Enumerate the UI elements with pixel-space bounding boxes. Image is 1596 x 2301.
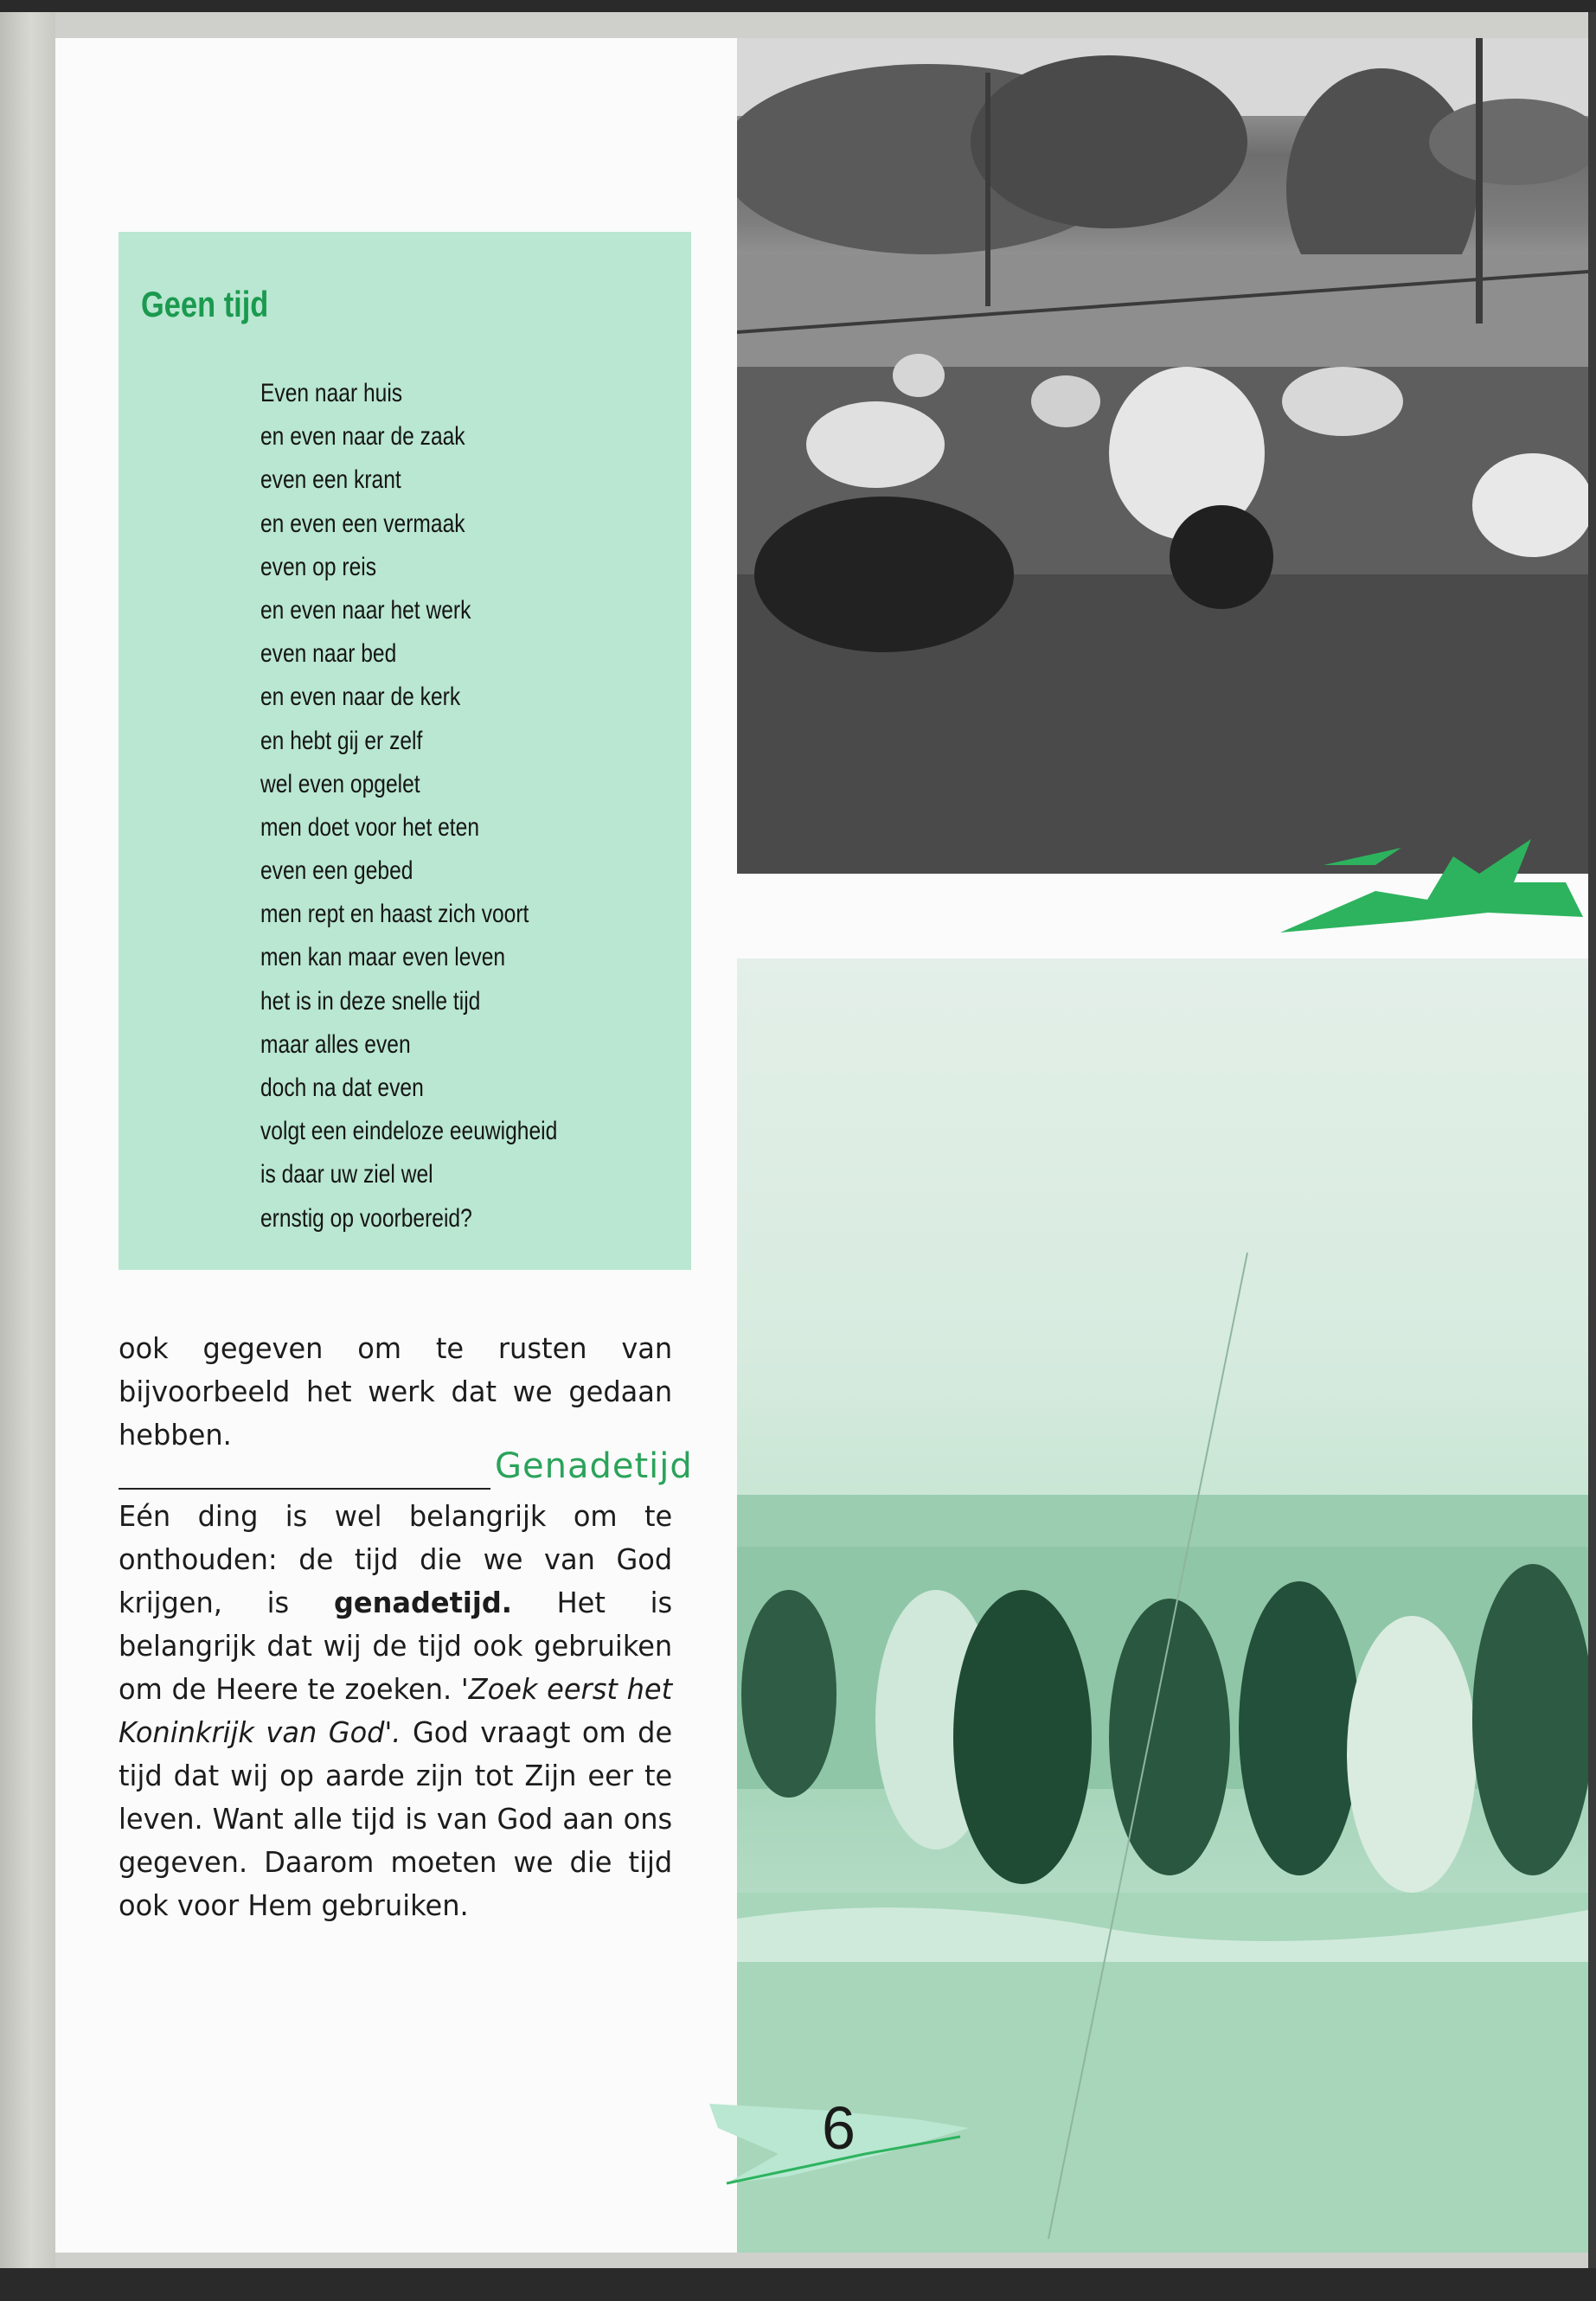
poem-line: het is in deze snelle tijd: [260, 986, 481, 1016]
poem-line: men rept en haast zich voort: [260, 900, 529, 929]
poem-line: Even naar huis: [260, 379, 403, 407]
photo-top-illustration: [737, 38, 1588, 874]
poem-line: men doet voor het eten: [260, 812, 480, 842]
poem-title: Geen tijd: [141, 284, 269, 324]
heading-rule: [119, 1488, 490, 1490]
section-text-3: God vraagt om de tijd dat wij op aarde zijn tot Zijn eer te leven. Want alle tijd is van God aan ons gegeven. Daarom moeten we die tijd ook voor Hem gebruiken.: [119, 1715, 673, 1922]
poem-line: even een gebed: [260, 856, 413, 886]
poem-line: men kan maar even leven: [260, 943, 506, 972]
section-heading: Genadetijd: [495, 1446, 693, 1486]
section-emphasis: genadetijd.: [333, 1586, 512, 1619]
poem-line: even op reis: [260, 552, 377, 581]
intro-paragraph: ook gegeven om te rusten van bijvoorbeeld het werk dat we gedaan hebben.: [119, 1331, 673, 1452]
section-paragraph: [119, 1495, 672, 1927]
photo-bottom-illustration: [737, 958, 1588, 2253]
poem-line: is daar uw ziel wel: [260, 1160, 433, 1189]
poem-line: even naar bed: [260, 639, 397, 669]
scan-edge-right: [1588, 12, 1596, 2268]
poem-line: wel even opgelet: [260, 769, 420, 798]
section-quote: 'Zoek eerst het Koninkrijk van God'.: [119, 1672, 673, 1749]
poem-line: en even naar het werk: [260, 595, 471, 625]
poem-line: doch na dat even: [260, 1074, 424, 1102]
photo-children-exercising: [737, 38, 1588, 874]
poem-line: en even naar de kerk: [260, 683, 461, 712]
scan-edge-bottom: [0, 2268, 1596, 2301]
poem-line: en even een vermaak: [260, 509, 465, 538]
poem-line: en even naar de zaak: [260, 422, 465, 452]
scan-edge-top: [0, 0, 1596, 12]
page-number: 6: [822, 2094, 856, 2162]
green-brush-stroke: [1272, 830, 1592, 943]
poem-line: volgt een eindeloze eeuwigheid: [260, 1117, 558, 1146]
poem-lines: [260, 372, 676, 1240]
poem-line: maar alles even: [260, 1029, 411, 1059]
poem-line: en hebt gij er zelf: [260, 726, 423, 755]
photo-children-in-sea: [737, 958, 1588, 2253]
poem-line: ernstig op voorbereid?: [260, 1203, 472, 1233]
poem-line: even een krant: [260, 465, 401, 495]
section-text-2: Het is belangrijk dat wij de tijd ook gebruiken om de Heere te zoeken.: [119, 1586, 673, 1706]
book-binding-edge: [0, 12, 55, 2268]
section-text-1: Eén ding is wel belangrijk om te onthouden: de tijd die we van God krijgen, is: [119, 1499, 673, 1619]
